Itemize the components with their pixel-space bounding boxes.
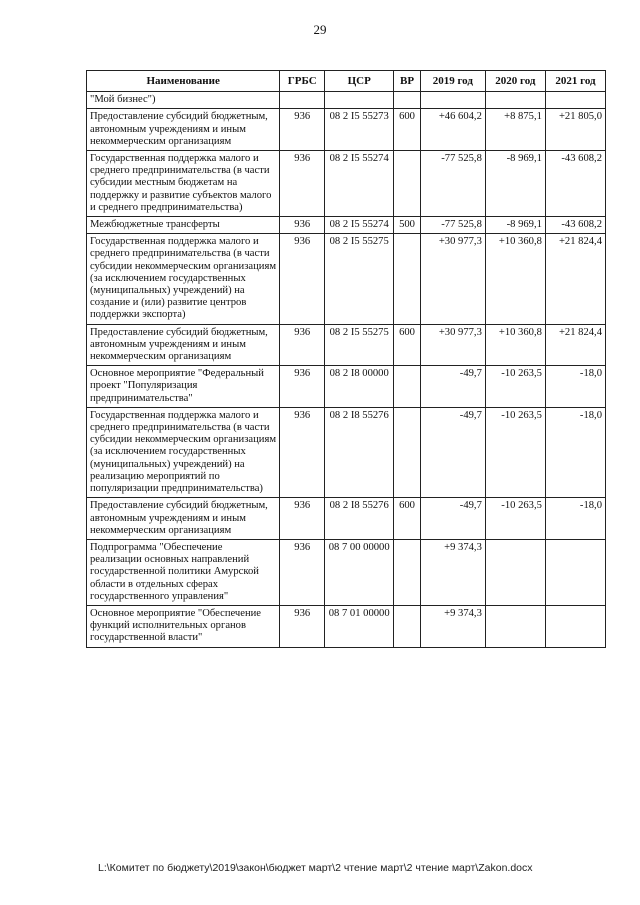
cell-2020: +8 875,1 [485, 109, 545, 151]
cell-2020: -8 969,1 [485, 217, 545, 234]
cell-2021: -18,0 [545, 498, 605, 540]
cell-csr: 08 7 01 00000 [325, 605, 394, 647]
table-row [87, 92, 606, 109]
header-name: Наименование [87, 71, 280, 92]
header-grbs: ГРБС [280, 71, 325, 92]
cell-grbs [280, 92, 325, 109]
cell-name: Межбюджетные трансферты [87, 217, 280, 234]
cell-vr [394, 366, 420, 408]
document-file-path: L:\Комитет по бюджету\2019\закон\бюджет март\2 чтение март\2 чтение март\Zakon.docx [98, 862, 533, 874]
cell-2019: -77 525,8 [420, 217, 485, 234]
cell-name: Предоставление субсидий бюджетным, автономным учреждениям и иным некоммерческим организациям [87, 498, 280, 540]
table-body [87, 92, 606, 647]
cell-2019: +9 374,3 [420, 605, 485, 647]
cell-2020: -10 263,5 [485, 366, 545, 408]
header-csr: ЦСР [325, 71, 394, 92]
cell-grbs: 936 [280, 217, 325, 234]
cell-grbs: 936 [280, 539, 325, 605]
cell-2021: -43 608,2 [545, 217, 605, 234]
cell-vr [394, 92, 420, 109]
cell-vr [394, 605, 420, 647]
cell-grbs: 936 [280, 109, 325, 151]
header-2019: 2019 год [420, 71, 485, 92]
cell-grbs: 936 [280, 605, 325, 647]
cell-2021: -43 608,2 [545, 151, 605, 217]
table-row [87, 324, 606, 366]
cell-name: Предоставление субсидий бюджетным, автономным учреждениям и иным некоммерческим организациям [87, 109, 280, 151]
cell-2019: -49,7 [420, 498, 485, 540]
cell-grbs: 936 [280, 366, 325, 408]
cell-grbs: 936 [280, 324, 325, 366]
cell-grbs: 936 [280, 234, 325, 324]
cell-2020: -8 969,1 [485, 151, 545, 217]
table-row [87, 151, 606, 217]
cell-name: Государственная поддержка малого и среднего предпринимательства (в части субсидии некоммерческим организациям (за исключением государственных (муниципальных) учреждений) на реализацию мероприятий по популяризации предпринимательства) [87, 407, 280, 497]
cell-name: Подпрограмма "Обеспечение реализации основных направлений государственной политики Амурской области в отдельных сферах государственного управления" [87, 539, 280, 605]
cell-csr: 08 2 I5 55274 [325, 151, 394, 217]
cell-name: Государственная поддержка малого и среднего предпринимательства (в части субсидии некоммерческим организациям (за исключением государственных (муниципальных) учреждений) на создание и (или) развитие центров поддержки экспорта) [87, 234, 280, 324]
cell-2020 [485, 605, 545, 647]
cell-2021 [545, 539, 605, 605]
cell-grbs: 936 [280, 498, 325, 540]
table-row [87, 234, 606, 324]
cell-grbs: 936 [280, 151, 325, 217]
table-row [87, 498, 606, 540]
cell-2019: -77 525,8 [420, 151, 485, 217]
cell-csr: 08 2 I5 55275 [325, 324, 394, 366]
cell-2021: +21 824,4 [545, 324, 605, 366]
cell-vr [394, 234, 420, 324]
cell-csr: 08 2 I8 55276 [325, 407, 394, 497]
table-row [87, 407, 606, 497]
cell-2019: +30 977,3 [420, 234, 485, 324]
header-vr: ВР [394, 71, 420, 92]
header-2021: 2021 год [545, 71, 605, 92]
cell-2020 [485, 92, 545, 109]
cell-name: Предоставление субсидий бюджетным, автономным учреждениям и иным некоммерческим организациям [87, 324, 280, 366]
cell-2019: +46 604,2 [420, 109, 485, 151]
budget-table [86, 70, 606, 648]
table-header [87, 71, 606, 92]
table-row [87, 539, 606, 605]
cell-2020: +10 360,8 [485, 324, 545, 366]
header-row [87, 71, 606, 92]
cell-2021 [545, 92, 605, 109]
cell-name: Основное мероприятие "Обеспечение функций исполнительных органов государственной власти" [87, 605, 280, 647]
cell-csr [325, 92, 394, 109]
cell-2019: -49,7 [420, 366, 485, 408]
cell-2020: -10 263,5 [485, 498, 545, 540]
table-row [87, 366, 606, 408]
cell-vr: 500 [394, 217, 420, 234]
table-row [87, 217, 606, 234]
cell-name: Основное мероприятие "Федеральный проект "Популяризация предпринимательства" [87, 366, 280, 408]
cell-2019: +9 374,3 [420, 539, 485, 605]
cell-2020: -10 263,5 [485, 407, 545, 497]
cell-2021: -18,0 [545, 366, 605, 408]
cell-csr: 08 7 00 00000 [325, 539, 394, 605]
cell-csr: 08 2 I5 55273 [325, 109, 394, 151]
cell-vr [394, 407, 420, 497]
cell-vr: 600 [394, 498, 420, 540]
cell-2021: -18,0 [545, 407, 605, 497]
cell-vr: 600 [394, 109, 420, 151]
cell-vr [394, 539, 420, 605]
page-number: 29 [313, 22, 327, 37]
table-row [87, 605, 606, 647]
cell-2021 [545, 605, 605, 647]
cell-csr: 08 2 I8 00000 [325, 366, 394, 408]
cell-vr: 600 [394, 324, 420, 366]
cell-name: Государственная поддержка малого и среднего предпринимательства (в части субсидии местным бюджетам на поддержку и развитие субъектов малого и среднего предпринимательства) [87, 151, 280, 217]
cell-csr: 08 2 I8 55276 [325, 498, 394, 540]
cell-vr [394, 151, 420, 217]
cell-2019 [420, 92, 485, 109]
table-row [87, 109, 606, 151]
cell-2019: +30 977,3 [420, 324, 485, 366]
cell-2019: -49,7 [420, 407, 485, 497]
cell-2020: +10 360,8 [485, 234, 545, 324]
cell-2021: +21 805,0 [545, 109, 605, 151]
cell-2021: +21 824,4 [545, 234, 605, 324]
cell-name: "Мой бизнес") [87, 92, 280, 109]
header-2020: 2020 год [485, 71, 545, 92]
cell-2020 [485, 539, 545, 605]
cell-csr: 08 2 I5 55275 [325, 234, 394, 324]
cell-csr: 08 2 I5 55274 [325, 217, 394, 234]
cell-grbs: 936 [280, 407, 325, 497]
